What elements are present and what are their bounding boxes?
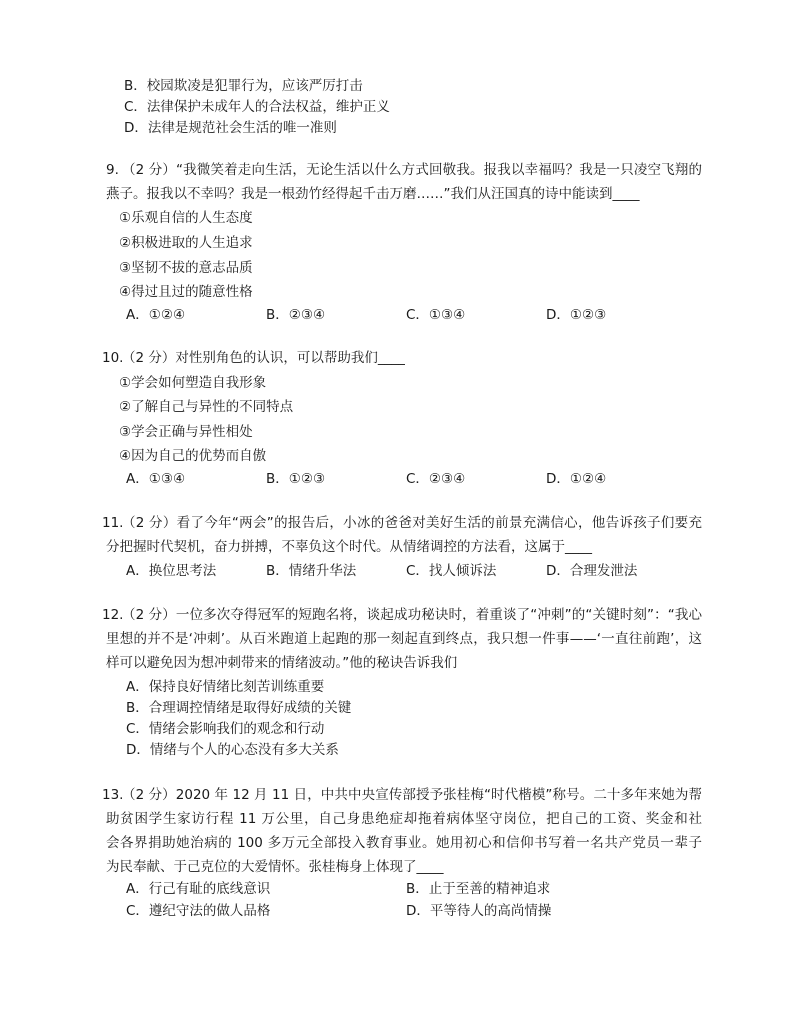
q11-choice-d: D．合理发泄法 bbox=[546, 563, 638, 579]
q11-choice-b: B．情绪升华法 bbox=[266, 563, 357, 579]
q13-number: 13. bbox=[102, 787, 124, 803]
q11-choice-a: A．换位思考法 bbox=[126, 563, 217, 579]
q10-choice-d: D．①②④ bbox=[546, 471, 607, 487]
q11-stem-line-2: 分把握时代契机，奋力拼搏，不辜负这个时代。从情绪调控的方法看，这属于____ bbox=[106, 539, 592, 555]
q12-stem-line-3: 样可以避免因为想冲刺带来的情绪波动。”他的秘诀告诉我们 bbox=[106, 655, 458, 671]
q10-statement-2: ②了解自己与异性的不同特点 bbox=[119, 399, 294, 415]
q11-choice-c: C．找人倾诉法 bbox=[406, 563, 497, 579]
q9-statement-2: ②积极进取的人生追求 bbox=[119, 235, 253, 251]
q13-choice-a: A．行己有耻的底线意识 bbox=[126, 881, 271, 897]
q10-statement-3: ③学会正确与异性相处 bbox=[119, 424, 253, 440]
q13-choice-b: B．止于至善的精神追求 bbox=[406, 881, 551, 897]
q13-stem-line-2: 助贫困学生家访行程 11 万公里，自己身患绝症却拖着病体坚守岗位，把自己的工资、奖金和社 bbox=[106, 811, 702, 827]
q12-stem-line-2: 里想的并不是‘冲刺’。从百米跑道上起跑的那一刻起直到终点，我只想一件事——‘一直往前跑’，这 bbox=[106, 631, 702, 647]
q13-stem-line-4: 为民奉献、于己克位的大爱情怀。张桂梅身上体现了____ bbox=[106, 859, 444, 875]
q10-statement-4: ④因为自己的优势而自傲 bbox=[119, 448, 267, 464]
q10-number: 10. bbox=[102, 350, 124, 366]
q12-number: 12. bbox=[102, 607, 124, 623]
q9-statement-3: ③坚韧不拔的意志品质 bbox=[119, 260, 253, 276]
q8-option-b: B．校园欺凌是犯罪行为，应该严厉打击 bbox=[124, 78, 363, 94]
q9-choice-b: B．②③④ bbox=[266, 307, 326, 323]
q12-choice-d: D．情绪与个人的心态没有多大关系 bbox=[126, 742, 339, 758]
q10-choice-c: C．②③④ bbox=[406, 471, 466, 487]
q10-statement-1: ①学会如何塑造自我形象 bbox=[119, 375, 267, 391]
q13-stem-line-1: （2 分）2020 年 12 月 11 日，中共中央宣传部授予张桂梅“时代楷模”称号。二十多年来她为帮 bbox=[122, 787, 702, 803]
q13-stem-line-3: 会各界捐助她治病的 100 多万元全部投入教育事业。她用初心和信仰书写着一名共产党员一辈子 bbox=[106, 835, 702, 851]
q9-choice-a: A．①②④ bbox=[126, 307, 186, 323]
q10-choice-b: B．①②③ bbox=[266, 471, 326, 487]
q9-choice-c: C．①③④ bbox=[406, 307, 466, 323]
q11-stem-line-1: （2 分）看了今年“两会”的报告后，小冰的爸爸对美好生活的前景充满信心，他告诉孩子们要充 bbox=[122, 515, 702, 531]
q9-number: 9. bbox=[106, 162, 119, 178]
q12-choice-b: B．合理调控情绪是取得好成绩的关键 bbox=[126, 700, 352, 716]
q9-stem-line-2: 燕子。报我以不幸吗？我是一根劲竹经得起千击万磨……”我们从汪国真的诗中能读到____ bbox=[106, 186, 640, 202]
q11-number: 11. bbox=[102, 515, 124, 531]
q12-choice-a: A．保持良好情绪比刻苦训练重要 bbox=[126, 679, 325, 695]
q9-statement-4: ④得过且过的随意性格 bbox=[119, 284, 253, 300]
q9-stem-line-1: （2 分）“我微笑着走向生活，无论生活以什么方式回敬我。报我以幸福吗？我是一只凌空飞翔的 bbox=[122, 162, 702, 178]
q13-choice-c: C．遵纪守法的做人品格 bbox=[126, 903, 271, 919]
q9-statement-1: ①乐观自信的人生态度 bbox=[119, 210, 253, 226]
q8-option-d: D．法律是规范社会生活的唯一准则 bbox=[124, 120, 337, 136]
q12-stem-line-1: （2 分）一位多次夺得冠军的短跑名将，谈起成功秘诀时，着重谈了“冲刺”的“关键时刻”：“我心 bbox=[122, 607, 702, 623]
q12-choice-c: C．情绪会影响我们的观念和行动 bbox=[126, 721, 325, 737]
q10-choice-a: A．①③④ bbox=[126, 471, 186, 487]
q13-choice-d: D．平等待人的高尚情操 bbox=[406, 903, 552, 919]
q9-choice-d: D．①②③ bbox=[546, 307, 607, 323]
q10-stem-line-1: （2 分）对性别角色的认识，可以帮助我们____ bbox=[122, 350, 405, 366]
q8-option-c: C．法律保护未成年人的合法权益，维护正义 bbox=[124, 99, 390, 115]
